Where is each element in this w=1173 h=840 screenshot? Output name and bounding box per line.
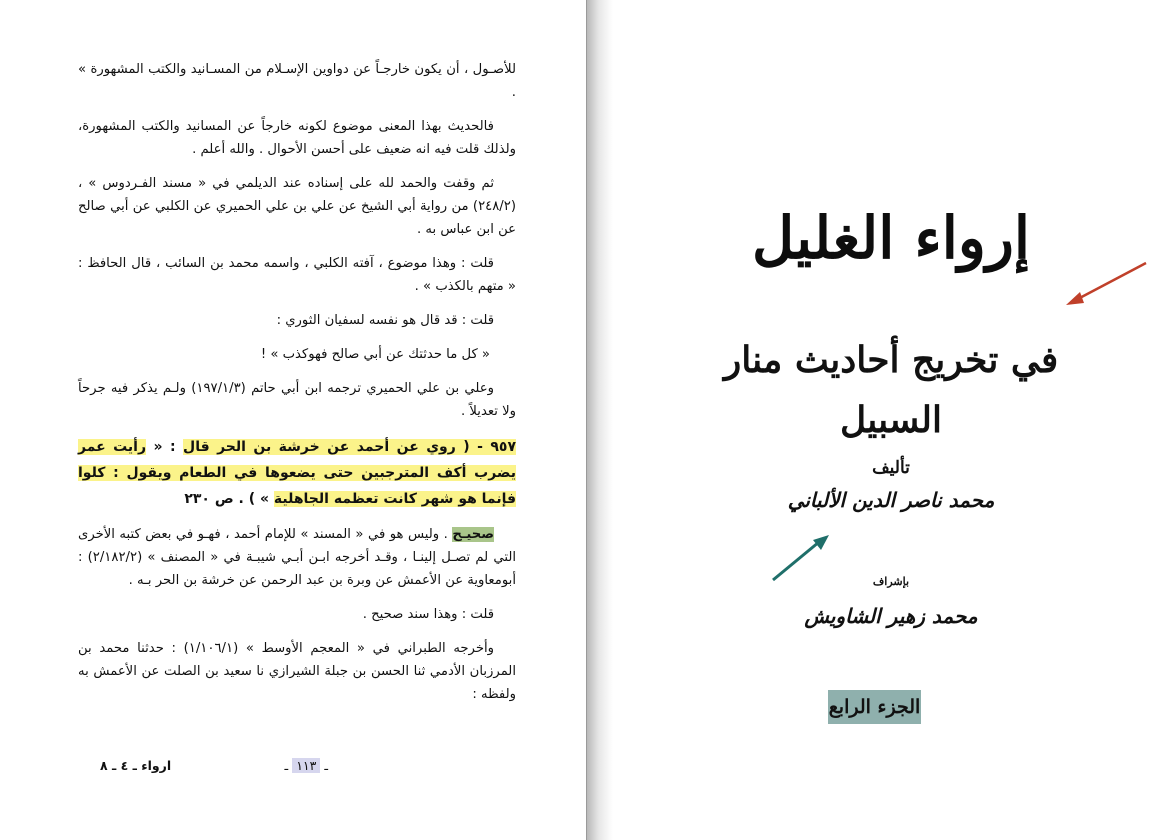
supervisor-name: محمد زهير الشاويش — [804, 604, 978, 628]
supervision-label: بإشراف — [872, 575, 910, 588]
red-arrow-icon — [1058, 255, 1153, 315]
author-name: محمد ناصر الدين الألباني — [787, 488, 995, 512]
hadith-text: - ( روي عن أحمد — [349, 439, 491, 455]
ruling-word: صحيـح — [452, 527, 494, 542]
volume-label: الجزء الرابع — [828, 690, 921, 724]
hadith-text: : « — [146, 439, 184, 455]
hadith-narrator: عن خرشة بن الحر قال — [183, 439, 350, 455]
gutter-shadow — [587, 0, 613, 840]
paragraph: قلت : وهذا سند صحيح . — [362, 607, 494, 622]
book-subtitle: في تخريج أحاديث منار السبيل — [723, 339, 1059, 441]
book-title: إرواء الغليل — [751, 204, 1031, 272]
paragraph: وأخرجه الطبراني في « المعجم الأوسط » (١/١٠٦/١) : حدثنا محمد بن المرزبان الأدمي ثنا الحسن بن جبلة الشيرازي نا سعيد بن الصلت عن الأعمش به ولفظه : — [78, 641, 516, 702]
signature-mark: ارواء ـ ٤ ـ ٨ — [100, 758, 172, 773]
paragraph: قلت : وهذا موضوع ، آفته الكلبي ، واسمه محمد بن السائب ، قال الحافظ : « متهم بالكذب » . — [78, 256, 516, 294]
paragraph: للأصـول ، أن يكون خارجـاً عن دواوين الإسـلام من المسـانيد والكتب المشهورة » . — [78, 62, 516, 100]
hadith-number: ٩٥٧ — [490, 439, 517, 455]
paragraph: وعلي بن علي الحميري ترجمه ابن أبي حاتم (١٩٧/١/٣) ولـم يذكر فيه جرحاً ولا تعديلاً . — [78, 381, 516, 419]
quote-line: « كل ما حدثتك عن أبي صالح فهوكذب » ! — [260, 347, 490, 362]
paragraph: قلت : قد قال هو نفسه لسفيان الثوري : — [276, 313, 494, 328]
hadith-entry — [78, 434, 516, 512]
ruling-paragraph — [78, 523, 516, 592]
paragraph: ثم وقفت والحمد لله على إسناده عند الديلمي في « مسند الفـردوس » ، (٢٤٨/٢) من رواية أبي الشيخ عن علي بن علي الحميري عن الكلبي عن أبي صالح عن ابن عباس به . — [78, 176, 516, 237]
left-page — [0, 0, 586, 840]
ruling-text: . وليس هو في « المسند » للإمام أحمد ، فهـو في بعض كتبه الأخرى التي لم تصـل إلينـا ، وقـد أخرجه ابـن أبـي شيبـة في « المصنف » (٢/١٨٢/٢) : أبومعاوية عن الأعمش عن وبرة بن عبد الرحمن عن خرشة بن الحر بـه . — [78, 527, 516, 588]
hadith-matn: رأيت عمر يضرب أكف المترجبين حتى يضعوها في الطعام ويقول : كلوا فإنما هو شهر كانت تعظمه الجاهلية — [78, 439, 516, 507]
teal-arrow-icon — [765, 528, 835, 586]
hadith-reference: » ) . ص ٢٣٠ — [184, 491, 274, 507]
page-number: ـ ١١٣ ـ — [284, 758, 328, 773]
right-page — [613, 0, 1173, 840]
paragraph: فالحديث بهذا المعنى موضوع لكونه خارجاً عن المسانيد والكتب المشهورة، ولذلك قلت فيه انه ضعيف على أحسن الأحوال . والله أعلم . — [78, 119, 516, 157]
left-page-text — [78, 58, 516, 717]
by-label: تأليف — [872, 458, 910, 478]
page-footer — [100, 758, 516, 780]
